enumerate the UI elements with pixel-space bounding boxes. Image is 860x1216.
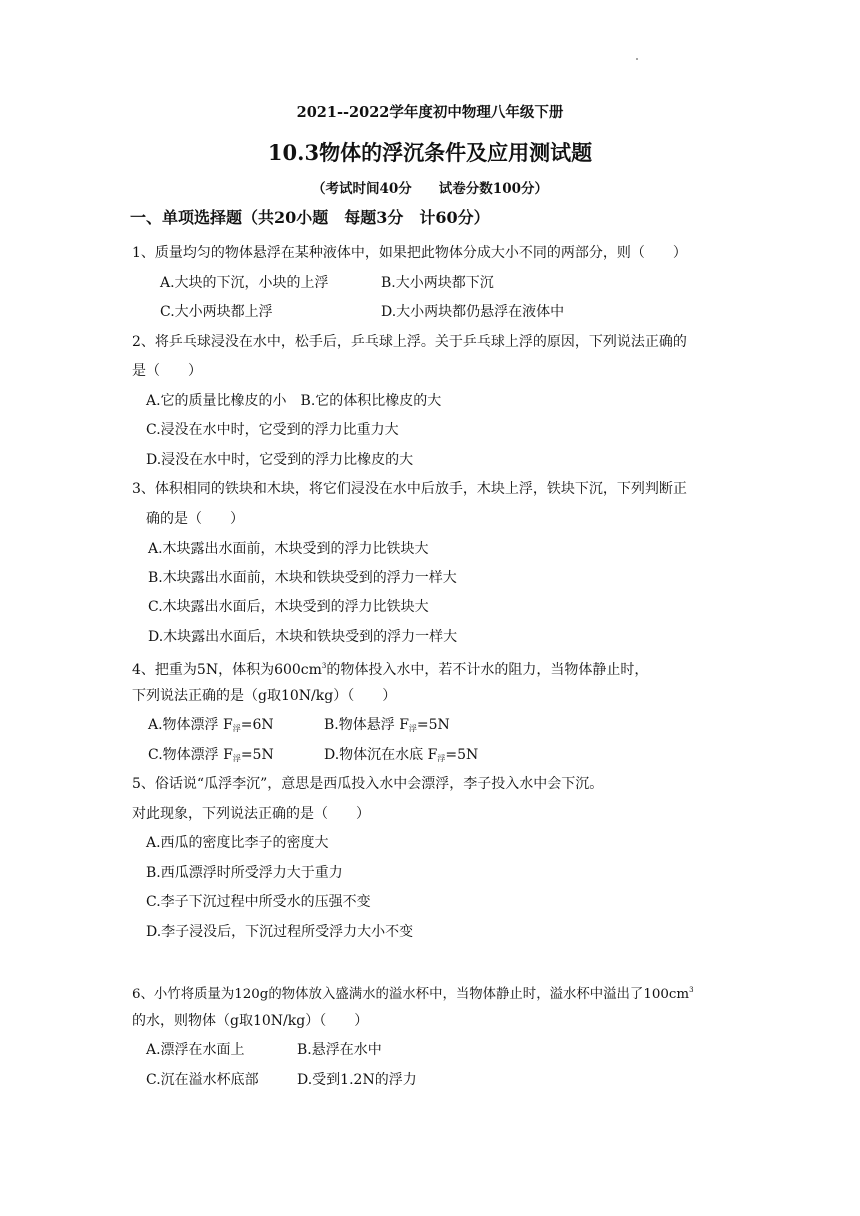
question-2-option-c: C.浸没在水中时，它受到的浮力比重力大 [146, 422, 399, 438]
question-2-stem-line-1: 2、将乒乓球浸没在水中，松手后，乒乓球上浮。关于乒乓球上浮的原因，下列说法正确的 [132, 334, 687, 350]
question-4-stem-part-a: 4、把重为5N，体积为600cm [132, 662, 322, 678]
question-5-option-a: A.西瓜的密度比李子的密度大 [146, 835, 329, 851]
question-1-option-b: B.大小两块都下沉 [381, 275, 494, 291]
document-title: 10.3物体的浮沉条件及应用测试题 [267, 140, 593, 165]
option-b-text: B.物体悬浮 F [324, 717, 409, 733]
question-3-option-b: B.木块露出水面前，木块和铁块受到的浮力一样大 [148, 570, 457, 586]
option-a-value: =6N [240, 717, 274, 733]
buoyancy-subscript: 浮 [408, 724, 417, 733]
question-5-option-b: B.西瓜漂浮时所受浮力大于重力 [146, 865, 343, 881]
option-c-value: =5N [240, 747, 274, 763]
buoyancy-subscript: 浮 [232, 754, 241, 763]
buoyancy-subscript: 浮 [437, 754, 446, 763]
superscript-3: 3 [321, 662, 327, 670]
question-3-stem-line-1: 3、体积相同的铁块和木块，将它们浸没在水中后放手，木块上浮，铁块下沉，下列判断正 [132, 481, 687, 497]
question-2-option-ab: A.它的质量比橡皮的小 B.它的体积比橡皮的大 [146, 393, 442, 409]
question-4-stem-part-b: 的物体投入水中，若不计水的阻力，当物体静止时， [326, 662, 649, 678]
option-d-value: =5N [445, 747, 479, 763]
question-5-stem-line-2: 对此现象，下列说法正确的是（ ） [132, 806, 370, 822]
question-1-option-a: A.大块的下沉，小块的上浮 [160, 275, 329, 291]
question-5-option-d: D.李子浸没后，下沉过程所受浮力大小不变 [146, 924, 414, 940]
page-dot-mark [636, 58, 638, 60]
question-3-option-a: A.木块露出水面前，木块受到的浮力比铁块大 [148, 541, 429, 557]
question-5-stem-line-1: 5、俗话说“瓜浮李沉”，意思是西瓜投入水中会漂浮，李子投入水中会下沉。 [132, 776, 604, 792]
buoyancy-subscript: 浮 [232, 724, 241, 733]
question-6-stem-line-2: 的水，则物体（g取10N/kg）（ ） [132, 1013, 369, 1029]
option-a-text: A.物体漂浮 F [148, 717, 233, 733]
question-6-option-d: D.受到1.2N的浮力 [297, 1072, 417, 1088]
question-6-option-c: C.沉在溢水杯底部 [146, 1072, 259, 1088]
question-3-option-c: C.木块露出水面后，木块受到的浮力比铁块大 [148, 599, 429, 615]
question-4-stem-line-2: 下列说法正确的是（g取10N/kg）（ ） [132, 688, 397, 704]
question-2-stem-line-2: 是（ ） [132, 363, 202, 379]
section-heading: 一、单项选择题（共20小题 每题3分 计60分） [130, 208, 490, 227]
superscript-3: 3 [689, 986, 694, 994]
question-1-option-d: D.大小两块都仍悬浮在液体中 [381, 304, 565, 320]
question-4-option-d [324, 746, 478, 768]
document-subtitle: 2021--2022学年度初中物理八年级下册 [296, 104, 564, 121]
question-6-stem-line-1 [132, 981, 694, 1004]
question-4-stem-line-1 [132, 657, 648, 679]
option-b-value: =5N [416, 717, 450, 733]
option-c-text: C.物体漂浮 F [148, 747, 233, 763]
option-d-text: D.物体沉在水底 F [324, 747, 438, 763]
question-3-stem-line-2: 确的是（ ） [146, 511, 244, 527]
question-6-option-b: B.悬浮在水中 [297, 1042, 382, 1058]
exam-info: （考试时间40分 试卷分数100分） [312, 181, 548, 197]
question-3-option-d: D.木块露出水面后，木块和铁块受到的浮力一样大 [148, 629, 458, 645]
question-6-stem-part-a: 6、小竹将质量为120g的物体放入盛满水的溢水杯中，当物体静止时，溢水杯中溢出了100cm [132, 987, 690, 1002]
question-4-option-c [148, 746, 274, 768]
question-4-option-a [148, 716, 274, 738]
question-5-option-c: C.李子下沉过程中所受水的压强不变 [146, 894, 371, 910]
question-1-option-c: C.大小两块都上浮 [160, 304, 273, 320]
question-4-option-b [324, 716, 450, 738]
question-1-stem: 1、质量均匀的物体悬浮在某种液体中，如果把此物体分成大小不同的两部分，则（ ） [132, 245, 687, 261]
question-6-option-a: A.漂浮在水面上 [146, 1042, 245, 1058]
question-2-option-d: D.浸没在水中时，它受到的浮力比橡皮的大 [146, 452, 414, 468]
